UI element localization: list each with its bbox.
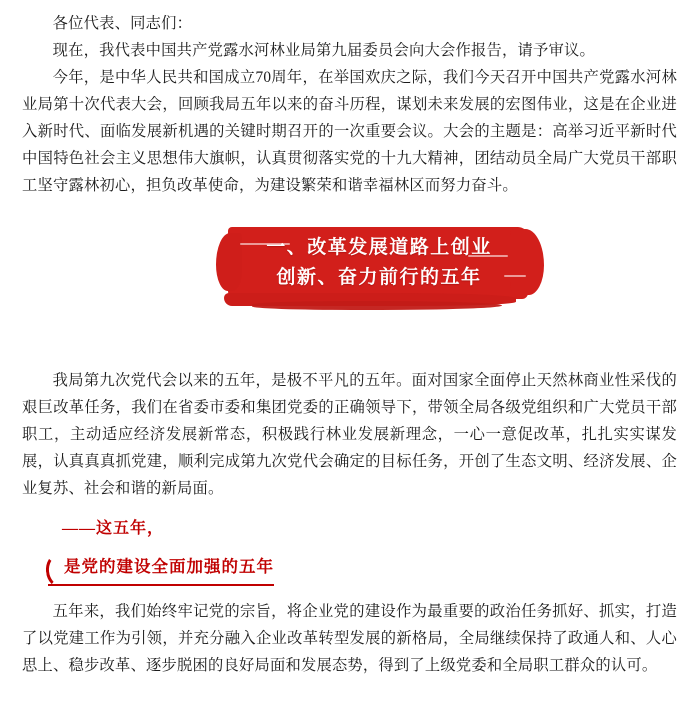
sub-heading-party-building-wrap	[48, 552, 677, 586]
paragraph-section-one: 我局第九次党代会以来的五年，是极不平凡的五年。面对国家全面停止天然林商业性采伐的艰巨改革任务，我们在省委市委和集团党委的正确领导下，带领全局各级党组织和广大党员干部职工，主动适应经济发展新常态，积极践行林业发展新理念，一心一意促改革，扎扎实实谋发展，认真真真抓党建，顺利完成第九次党代会确定的目标任务，开创了生态文明、经济发展、企业复苏、社会和谐的新局面。	[22, 372, 677, 497]
banner-line-1: 一、改革发展道路上创业	[266, 237, 492, 258]
banner-line-2: 创新、奋力前行的五年	[276, 267, 482, 288]
banner-text	[218, 233, 540, 293]
sub-heading-dash-five-years: ——这五年，	[62, 520, 165, 537]
salutation: 各位代表、同志们：	[52, 15, 193, 32]
paragraph-intro-1: 现在，我代表中国共产党露水河林业局第九届委员会向大会作报告，请予审议。	[52, 42, 595, 59]
section-banner	[22, 217, 677, 335]
sub-heading-party-building: 是党的建设全面加强的五年	[48, 552, 274, 586]
paragraph-party-building: 五年来，我们始终牢记党的宗旨，将企业党的建设作为最重要的政治任务抓好、抓实，打造了以党建工作为引领，并充分融入企业改革转型发展的新格局，全局继续保持了政通人和、人心思上、稳步改革、逐步脱困的良好局面和发展态势，得到了上级党委和全局职工群众的认可。	[22, 603, 677, 674]
paragraph-intro-2: 今年，是中华人民共和国成立70周年，在举国欢庆之际，我们今天召开中国共产党露水河林业局第十次代表大会，回顾我局五年以来的奋斗历程，谋划未来发展的宏图伟业，这是在企业进入新时代、面临发展新机遇的关键时期召开的一次重要会议。大会的主题是：高举习近平新时代中国特色社会主义思想伟大旗帜，认真贯彻落实党的十九大精神，团结动员全局广大党员干部职工坚守露林初心，担负改革使命，为建设繁荣和谐幸福林区而努力奋斗。	[22, 69, 677, 194]
